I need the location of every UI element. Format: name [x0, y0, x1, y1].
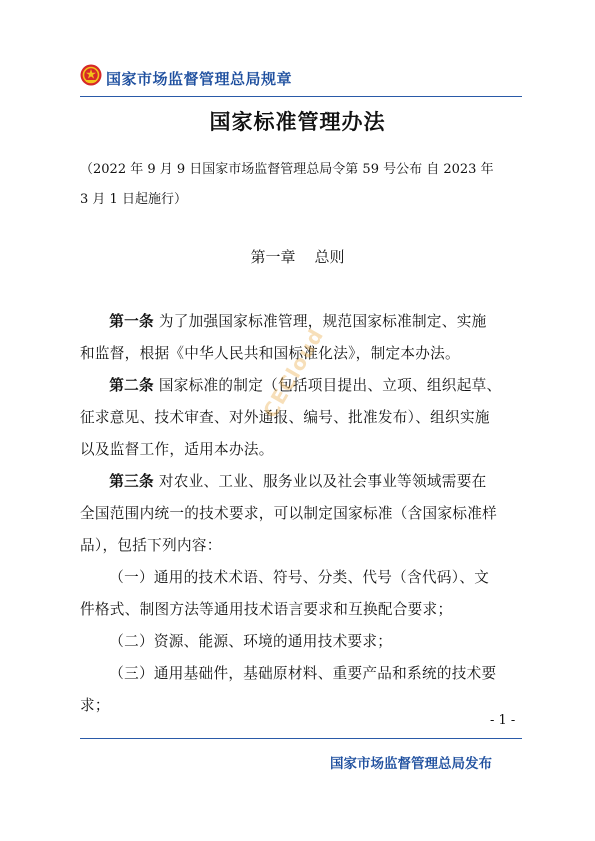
header-divider: [80, 96, 522, 97]
document-subtitle-line-2: 3 月 1 日起施行）: [80, 192, 187, 207]
document-title: 国家标准管理办法: [209, 109, 386, 134]
body-line: [80, 630, 525, 651]
footer-divider: [80, 738, 522, 739]
body-line-text: （三）通用基础件，基础原材料、重要产品和系统的技术要: [109, 665, 497, 682]
body-line-text: 为了加强国家标准管理，规范国家标准制定、实施: [158, 313, 487, 330]
page-number: - 1 -: [490, 713, 516, 728]
page-header: [80, 62, 522, 94]
chapter-heading: 第一章 总则: [250, 248, 345, 266]
body-line-text: 征求意见、技术审查、对外通报、编号、批准发布）、组织实施: [80, 409, 490, 426]
watermark: CECloud: [258, 324, 329, 422]
body-line-text: （一）通用的技术术语、符号、分类、代号（含代码）、文: [109, 569, 490, 586]
body-line: [80, 470, 525, 491]
article-number: 第三条: [109, 473, 154, 490]
body-line: [80, 406, 525, 427]
body-line: [80, 662, 525, 683]
body-line-text: 件格式、制图方法等通用技术语言要求和互换配合要求；: [80, 601, 453, 618]
body-line-text: （二）资源、能源、环境的通用技术要求；: [109, 633, 393, 650]
body-line: [80, 310, 525, 331]
article-number: 第二条: [109, 377, 154, 394]
body-line: [80, 502, 525, 523]
body-line-text: 求；: [80, 697, 110, 714]
document-subtitle-line-1: （2022 年 9 月 9 日国家市场监督管理总局令第 59 号公布 自 2023 年: [80, 162, 494, 177]
body-line: [80, 598, 525, 619]
body-line: [80, 438, 525, 459]
footer-publisher: 国家市场监督管理总局发布: [330, 756, 492, 772]
body-line: [80, 566, 525, 587]
body-line: [80, 694, 525, 715]
header-title: 国家市场监督管理总局规章: [106, 70, 293, 88]
body-line-text: 国家标准的制定（包括项目提出、立项、组织起草、: [158, 377, 502, 394]
article-number: 第一条: [109, 313, 154, 330]
body-line: [80, 534, 525, 555]
body-line-text: 对农业、工业、服务业以及社会事业等领域需要在: [158, 473, 487, 490]
national-emblem-icon: [80, 64, 102, 86]
body-line-text: 以及监督工作，适用本办法。: [80, 441, 274, 458]
body-line-text: 品），包括下列内容：: [80, 537, 222, 554]
body-line-text: 和监督，根据《中华人民共和国标准化法》，制定本办法。: [80, 345, 460, 362]
body-line-text: 全国范围内统一的技术要求，可以制定国家标准（含国家标准样: [80, 505, 498, 522]
